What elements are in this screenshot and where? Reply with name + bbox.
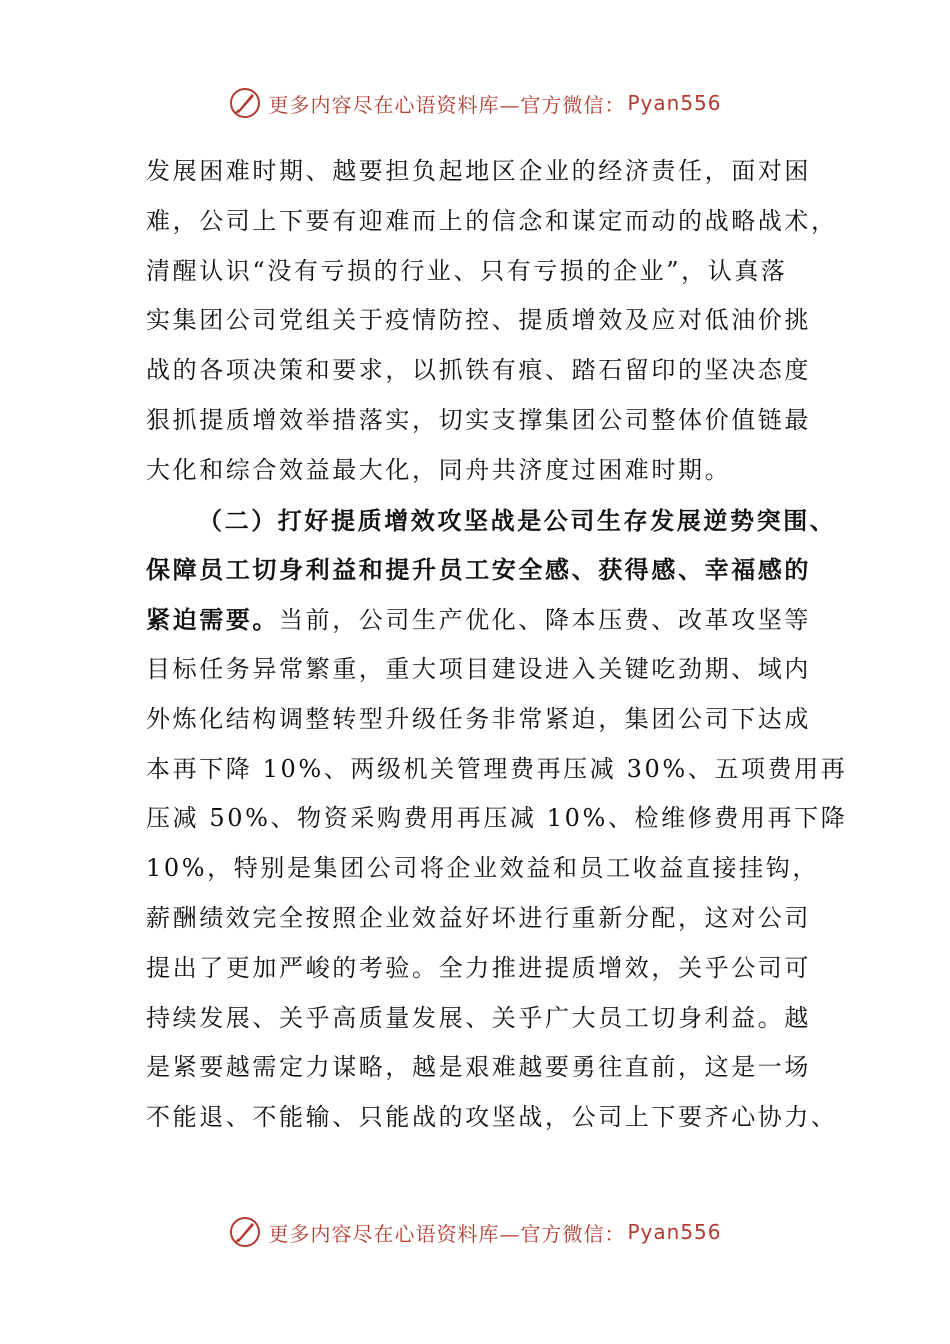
text-line: 本再下降 10%、两级机关管理费再压减 30%、五项费用再 — [146, 754, 848, 783]
watermark-text: 更多内容尽在心语资料库—官方微信： — [268, 1221, 626, 1246]
section-heading-end: 紧迫需要。 — [146, 605, 279, 635]
text-line: 目标任务异常繁重，重大项目建设进入关键吃劲期、域内 — [146, 654, 811, 683]
section-heading-line: 保障员工切身利益和提升员工安全感、获得感、幸福感的 — [146, 555, 811, 585]
text-line: 不能退、不能输、只能战的攻坚战，公司上下要齐心协力、 — [146, 1103, 838, 1132]
text-line: 难，公司上下要有迎难而上的信念和谋定而动的战略战术， — [146, 206, 838, 235]
text-line: 10%，特别是集团公司将企业效益和员工收益直接挂钩， — [146, 854, 819, 883]
header-watermark — [0, 83, 950, 123]
text-line: 大化和综合效益最大化，同舟共济度过困难时期。 — [146, 455, 732, 484]
text-line: 持续发展、关乎高质量发展、关乎广大员工切身利益。越 — [146, 1003, 811, 1032]
text-line: 提出了更加严峻的考验。全力推进提质增效，关乎公司可 — [146, 953, 811, 982]
text-line: 发展困难时期、越要担负起地区企业的经济责任，面对困 — [146, 157, 811, 185]
text-line: 实集团公司党组关于疫情防控、提质增效及应对低油价挑 — [146, 306, 811, 335]
quill-logo-icon — [228, 1215, 262, 1249]
section-heading-line: （二）打好提质增效攻坚战是公司生存发展逆势突围、 — [198, 505, 837, 535]
document-body — [146, 147, 848, 1143]
text-line — [146, 595, 811, 645]
quill-logo-icon — [228, 86, 262, 120]
text-line: 战的各项决策和要求，以抓铁有痕、踏石留印的坚决态度 — [146, 356, 811, 385]
text-line: 狠抓提质增效举措落实，切实支撑集团公司整体价值链最 — [146, 405, 811, 434]
text-line: 外炼化结构调整转型升级任务非常紧迫，集团公司下达成 — [146, 704, 811, 733]
watermark-wechat-id: Pyan556 — [627, 91, 722, 115]
text-line: 是紧要越需定力谋略，越是艰难越要勇往直前，这是一场 — [146, 1053, 811, 1082]
text-span: 当前，公司生产优化、降本压费、改革攻坚等 — [279, 606, 811, 635]
text-line: 压减 50%、物资采购费用再压减 10%、检维修费用再下降 — [146, 804, 848, 833]
text-line: 清醒认识“没有亏损的行业、只有亏损的企业”，认真落 — [146, 256, 788, 285]
watermark-text: 更多内容尽在心语资料库—官方微信： — [268, 92, 626, 117]
footer-watermark — [0, 1212, 950, 1252]
watermark-wechat-id: Pyan556 — [627, 1220, 722, 1244]
text-line: 薪酬绩效完全按照企业效益好坏进行重新分配，这对公司 — [146, 903, 811, 932]
